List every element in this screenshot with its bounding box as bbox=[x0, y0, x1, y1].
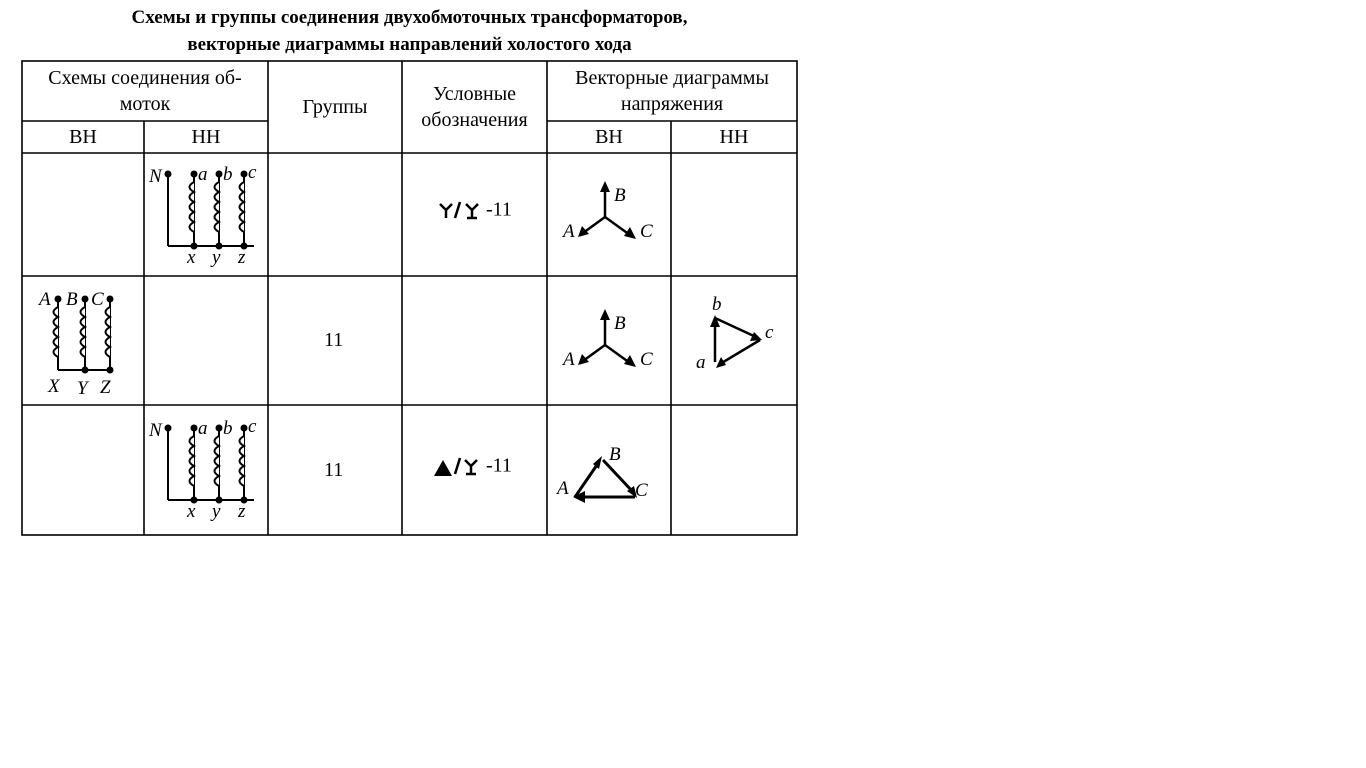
svg-text:B: B bbox=[614, 313, 626, 334]
svg-text:Z: Z bbox=[100, 377, 111, 398]
header-vn-right bbox=[547, 121, 671, 153]
svg-text:C: C bbox=[91, 289, 104, 310]
svg-text:z: z bbox=[238, 501, 246, 522]
lv-star-neutral-diagram bbox=[146, 160, 266, 270]
svg-text:C: C bbox=[635, 480, 648, 501]
svg-text:b: b bbox=[223, 164, 233, 185]
header-groups-label: Группы bbox=[302, 96, 368, 118]
svg-text:x: x bbox=[187, 501, 196, 522]
svg-text:A: A bbox=[557, 478, 569, 499]
header-groups bbox=[268, 61, 402, 153]
header-nn-left bbox=[144, 121, 268, 153]
symbol-suffix-row3: -11 bbox=[486, 454, 512, 477]
hv-star-vector-row1 bbox=[558, 175, 668, 255]
header-vn-right-label: ВН bbox=[595, 126, 623, 148]
svg-text:b: b bbox=[223, 418, 233, 439]
header-schemes-label: Схемы соединения об-моток bbox=[48, 67, 242, 115]
svg-text:N: N bbox=[149, 420, 162, 441]
svg-text:y: y bbox=[212, 501, 221, 522]
group-row3: 11 bbox=[324, 459, 344, 481]
svg-text:Y: Y bbox=[77, 378, 88, 399]
svg-text:A: A bbox=[39, 289, 51, 310]
svg-text:a: a bbox=[198, 418, 208, 439]
svg-text:a: a bbox=[696, 352, 706, 373]
svg-text:B: B bbox=[609, 444, 621, 465]
svg-text:A: A bbox=[563, 349, 575, 370]
svg-text:x: x bbox=[187, 247, 196, 268]
lv-triangle-vector-row2 bbox=[690, 290, 785, 380]
svg-text:X: X bbox=[48, 376, 60, 397]
svg-text:c: c bbox=[765, 322, 774, 343]
title-line-1: Схемы и группы соединения двухобмоточных трансформаторов, bbox=[131, 7, 688, 28]
svg-text:b: b bbox=[712, 294, 722, 315]
header-vectors-label: Векторные диаграммы напряжения bbox=[575, 67, 769, 115]
header-vn-left-label: ВН bbox=[69, 126, 97, 148]
header-nn-right bbox=[671, 121, 797, 153]
lv-neutral-label: N bbox=[149, 166, 162, 187]
svg-text:c: c bbox=[248, 162, 257, 183]
lv-star-neutral-diagram-row3 bbox=[146, 414, 266, 524]
svg-text:C: C bbox=[640, 221, 653, 242]
header-vectors bbox=[547, 61, 797, 121]
header-nn-left-label: НН bbox=[191, 126, 221, 148]
header-schemes bbox=[22, 61, 268, 121]
symbol-cell-row3 bbox=[432, 454, 512, 480]
title-line-2: векторные диаграммы направлений холостого хода bbox=[187, 34, 632, 55]
svg-text:c: c bbox=[248, 416, 257, 437]
delta-icon bbox=[432, 454, 486, 480]
svg-text:B: B bbox=[614, 185, 626, 206]
star-zero-icon bbox=[438, 198, 486, 224]
header-symbols bbox=[402, 61, 547, 153]
hv-star-vector-row2 bbox=[558, 303, 668, 383]
svg-text:a: a bbox=[198, 164, 208, 185]
hv-star-diagram bbox=[30, 285, 140, 400]
header-vn-left bbox=[22, 121, 144, 153]
header-symbols-label: Условные обозначения bbox=[421, 83, 528, 131]
svg-text:B: B bbox=[66, 289, 78, 310]
svg-text:A: A bbox=[563, 221, 575, 242]
svg-text:y: y bbox=[212, 247, 221, 268]
header-nn-right-label: НН bbox=[719, 126, 749, 148]
group-row2: 11 bbox=[324, 329, 344, 351]
svg-text:C: C bbox=[640, 349, 653, 370]
symbol-cell-row1 bbox=[438, 198, 512, 224]
symbol-suffix-row1: -11 bbox=[486, 198, 512, 221]
hv-triangle-vector-row3 bbox=[555, 440, 665, 510]
svg-text:z: z bbox=[238, 247, 246, 268]
